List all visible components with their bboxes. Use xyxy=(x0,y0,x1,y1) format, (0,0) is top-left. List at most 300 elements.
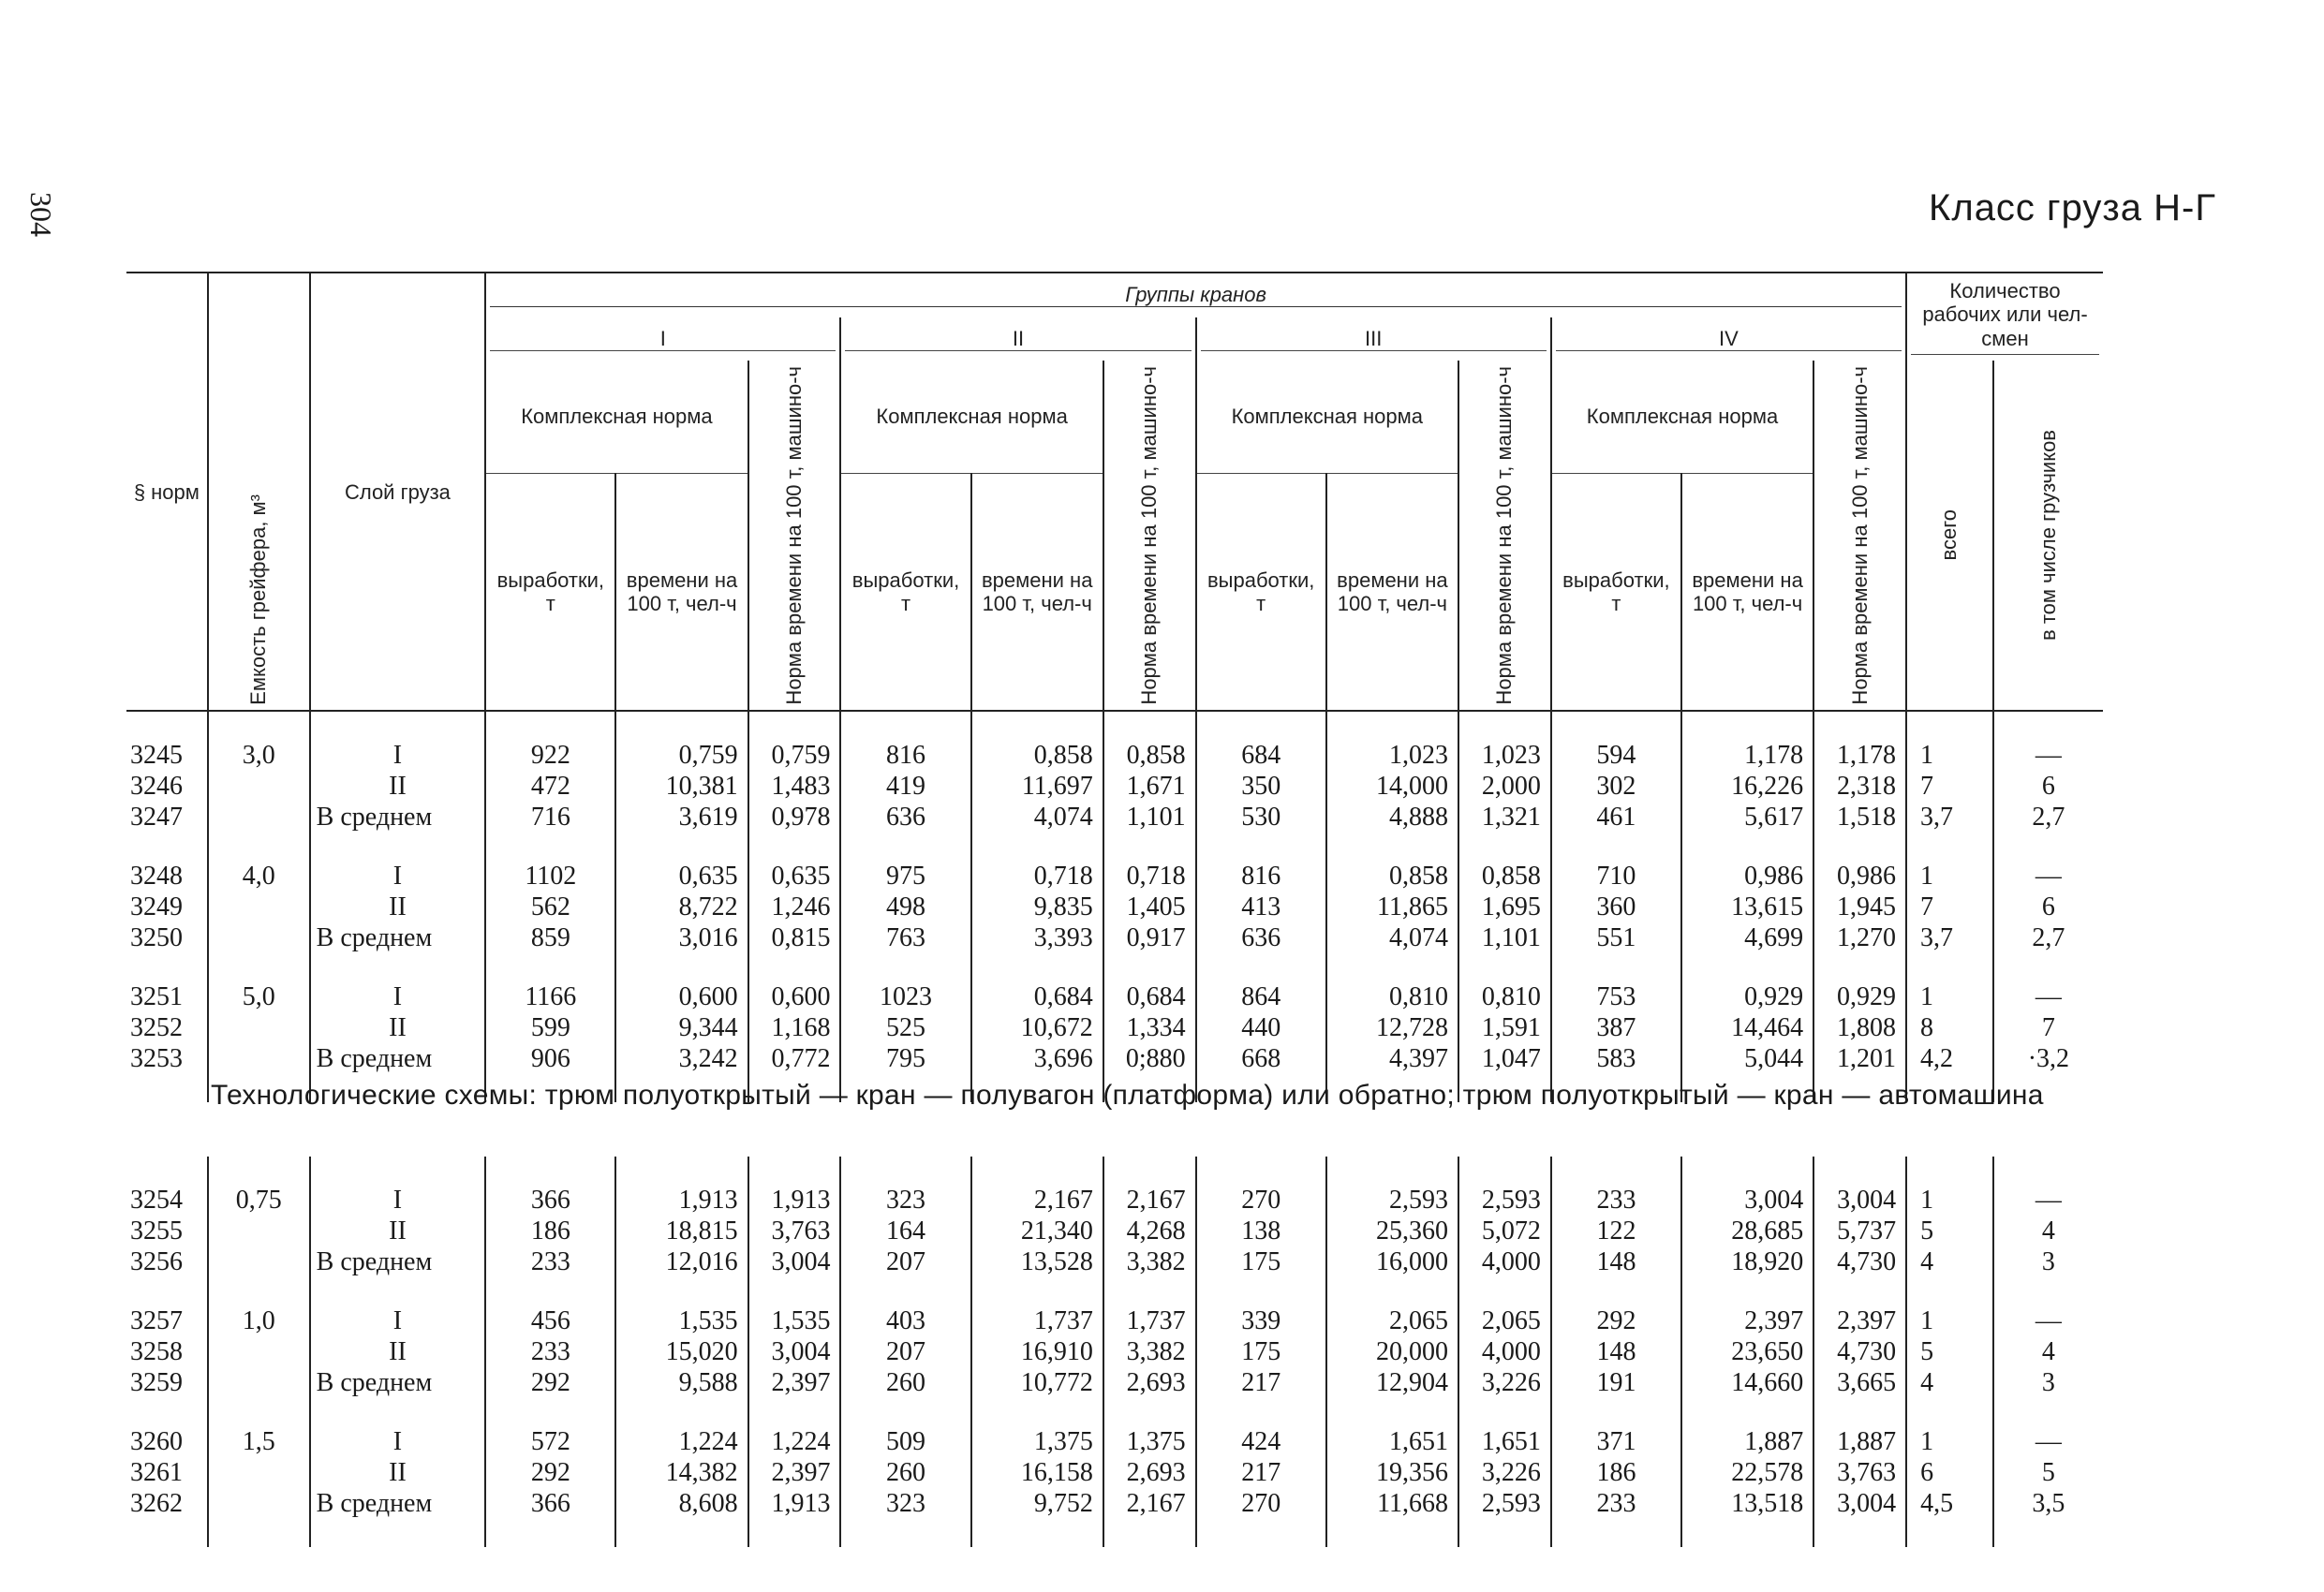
workers-total: 1 xyxy=(1906,981,1993,1012)
spacer-cell xyxy=(615,833,748,861)
value-cell: 1,518 xyxy=(1813,802,1906,833)
spacer-cell xyxy=(1458,1519,1551,1547)
spacer-cell xyxy=(1326,1519,1458,1547)
spacer-cell xyxy=(1681,953,1813,981)
value-cell: 562 xyxy=(485,892,615,922)
cargo-layer: I xyxy=(310,1305,486,1336)
spacer-cell xyxy=(208,833,310,861)
value-cell: 551 xyxy=(1551,922,1681,953)
value-cell: 1,178 xyxy=(1813,740,1906,771)
norm-number: 3260 xyxy=(130,1427,183,1456)
workers-total: 7 xyxy=(1906,771,1993,802)
value-cell: 1,334 xyxy=(1103,1012,1196,1043)
value-cell: 323 xyxy=(840,1488,970,1519)
spacer-cell xyxy=(485,1398,615,1426)
spacer-cell xyxy=(1551,711,1681,740)
value-cell: 3,226 xyxy=(1458,1367,1551,1398)
value-cell: 572 xyxy=(485,1426,615,1457)
value-cell: 0,635 xyxy=(615,861,748,892)
value-cell: 4,699 xyxy=(1681,922,1813,953)
spacer-cell xyxy=(1196,833,1326,861)
cargo-layer: II xyxy=(310,892,486,922)
workers-total: 4 xyxy=(1906,1367,1993,1398)
spacer-cell xyxy=(1906,1519,1993,1547)
spacer-cell xyxy=(1458,711,1551,740)
header-capacity: Емкость грейфера, м³ xyxy=(208,273,310,711)
value-cell: 864 xyxy=(1196,981,1326,1012)
spacer-cell xyxy=(1813,1277,1906,1305)
value-cell: 292 xyxy=(1551,1305,1681,1336)
cargo-layer: II xyxy=(310,1012,486,1043)
cargo-layer: I xyxy=(310,1426,486,1457)
value-cell: 16,226 xyxy=(1681,771,1813,802)
spacer-cell xyxy=(1906,953,1993,981)
spacer-cell xyxy=(1906,711,1993,740)
cargo-layer: В среднем xyxy=(310,1488,486,1519)
header-norm: § норм xyxy=(126,273,208,711)
page-number: 304 xyxy=(24,192,58,237)
spacer-cell xyxy=(840,953,970,981)
norm-number: 3257 xyxy=(130,1306,183,1335)
value-cell: 1,913 xyxy=(748,1488,841,1519)
spacer-cell xyxy=(310,711,486,740)
workers-loaders: 4 xyxy=(1993,1216,2103,1246)
value-cell: 816 xyxy=(1196,861,1326,892)
value-cell: 1,270 xyxy=(1813,922,1906,953)
spacer-cell xyxy=(971,833,1103,861)
header-machine-norm-3: Норма времени на 100 т, машино-ч xyxy=(1458,361,1551,712)
value-cell: 0,917 xyxy=(1103,922,1196,953)
value-cell: 3,665 xyxy=(1813,1367,1906,1398)
spacer-cell xyxy=(1993,1398,2103,1426)
value-cell: 191 xyxy=(1551,1367,1681,1398)
value-cell: 1102 xyxy=(485,861,615,892)
cargo-layer: II xyxy=(310,771,486,802)
workers-loaders: 3 xyxy=(1993,1246,2103,1277)
value-cell: 4,730 xyxy=(1813,1246,1906,1277)
spacer-cell xyxy=(1103,1157,1196,1185)
value-cell: 22,578 xyxy=(1681,1457,1813,1488)
table-row xyxy=(126,771,2103,802)
value-cell: 1,887 xyxy=(1813,1426,1906,1457)
value-cell: 1166 xyxy=(485,981,615,1012)
value-cell: 1,101 xyxy=(1458,922,1551,953)
spacer-cell xyxy=(840,833,970,861)
value-cell: 1,945 xyxy=(1813,892,1906,922)
header-workers-total: всего xyxy=(1906,361,1993,712)
value-cell: 3,763 xyxy=(748,1216,841,1246)
spacer-cell xyxy=(971,1519,1103,1547)
value-cell: 1,023 xyxy=(1326,740,1458,771)
value-cell: 11,697 xyxy=(971,771,1103,802)
workers-total: 5 xyxy=(1906,1216,1993,1246)
spacer-cell xyxy=(1681,1519,1813,1547)
value-cell: 1,047 xyxy=(1458,1043,1551,1074)
value-cell: 1,321 xyxy=(1458,802,1551,833)
value-cell: 0,759 xyxy=(748,740,841,771)
value-cell: 366 xyxy=(485,1488,615,1519)
value-cell: 175 xyxy=(1196,1336,1326,1367)
grab-capacity: 5,0 xyxy=(208,981,310,1012)
spacer-cell xyxy=(748,833,841,861)
workers-total: 1 xyxy=(1906,740,1993,771)
value-cell: 16,910 xyxy=(971,1336,1103,1367)
value-cell: 217 xyxy=(1196,1367,1326,1398)
value-cell: 3,382 xyxy=(1103,1336,1196,1367)
spacer-cell xyxy=(1993,833,2103,861)
value-cell: 2,167 xyxy=(1103,1488,1196,1519)
workers-loaders: 3,5 xyxy=(1993,1488,2103,1519)
spacer-cell xyxy=(840,1519,970,1547)
spacer-cell xyxy=(840,711,970,740)
table-row xyxy=(126,892,2103,922)
value-cell: 716 xyxy=(485,802,615,833)
table-row xyxy=(126,1426,2103,1457)
spacer-row xyxy=(126,1277,2103,1305)
header-complex-norm-2: Комплексная норма xyxy=(840,361,1103,473)
spacer-cell xyxy=(126,711,208,740)
value-cell: 906 xyxy=(485,1043,615,1074)
value-cell: 4,268 xyxy=(1103,1216,1196,1246)
value-cell: 2,593 xyxy=(1458,1488,1551,1519)
value-cell: 530 xyxy=(1196,802,1326,833)
workers-loaders: 7 xyxy=(1993,1012,2103,1043)
norm-number: 3259 xyxy=(130,1368,183,1397)
value-cell: 599 xyxy=(485,1012,615,1043)
spacer-cell xyxy=(1196,953,1326,981)
value-cell: 0,858 xyxy=(1458,861,1551,892)
value-cell: 1,535 xyxy=(748,1305,841,1336)
value-cell: 1023 xyxy=(840,981,970,1012)
spacer-cell xyxy=(208,1398,310,1426)
technological-schemes-note: Технологические схемы: трюм полуоткрытый — кран — полувагон (платформа) или обратно; трюм полуоткрытый — кран — автомашина xyxy=(211,1080,2044,1111)
spacer-cell xyxy=(208,1277,310,1305)
spacer-cell xyxy=(208,711,310,740)
value-cell: 175 xyxy=(1196,1246,1326,1277)
workers-total: 1 xyxy=(1906,1305,1993,1336)
spacer-cell xyxy=(1551,833,1681,861)
value-cell: 164 xyxy=(840,1216,970,1246)
value-cell: 5,617 xyxy=(1681,802,1813,833)
spacer-cell xyxy=(208,1519,310,1547)
value-cell: 270 xyxy=(1196,1185,1326,1216)
spacer-cell xyxy=(840,1277,970,1305)
spacer-cell xyxy=(208,1157,310,1185)
value-cell: 148 xyxy=(1551,1336,1681,1367)
spacer-cell xyxy=(748,1157,841,1185)
grab-capacity: 1,0 xyxy=(208,1305,310,1336)
grab-capacity xyxy=(208,1457,310,1488)
value-cell: 1,695 xyxy=(1458,892,1551,922)
value-cell: 461 xyxy=(1551,802,1681,833)
spacer-cell xyxy=(1906,1157,1993,1185)
value-cell: 1,887 xyxy=(1681,1426,1813,1457)
value-cell: 233 xyxy=(1551,1185,1681,1216)
value-cell: 509 xyxy=(840,1426,970,1457)
spacer-cell xyxy=(971,1157,1103,1185)
value-cell: 0,858 xyxy=(971,740,1103,771)
workers-loaders: — xyxy=(1993,861,2103,892)
workers-loaders: — xyxy=(1993,981,2103,1012)
spacer-cell xyxy=(485,1277,615,1305)
value-cell: 15,020 xyxy=(615,1336,748,1367)
value-cell: 3,763 xyxy=(1813,1457,1906,1488)
value-cell: 4,397 xyxy=(1326,1043,1458,1074)
value-cell: 9,835 xyxy=(971,892,1103,922)
header-machine-norm-1: Норма времени на 100 т, машино-ч xyxy=(748,361,841,712)
header-time-4: времени на 100 т, чел-ч xyxy=(1681,473,1813,711)
spacer-cell xyxy=(748,1277,841,1305)
header-complex-norm-3: Комплексная норма xyxy=(1196,361,1458,473)
value-cell: 207 xyxy=(840,1246,970,1277)
value-cell: 3,004 xyxy=(1813,1185,1906,1216)
value-cell: 292 xyxy=(485,1457,615,1488)
value-cell: 122 xyxy=(1551,1216,1681,1246)
value-cell: 207 xyxy=(840,1336,970,1367)
cargo-layer: I xyxy=(310,861,486,892)
spacer-cell xyxy=(310,1277,486,1305)
workers-loaders: 6 xyxy=(1993,771,2103,802)
value-cell: 2,593 xyxy=(1458,1185,1551,1216)
value-cell: 9,588 xyxy=(615,1367,748,1398)
workers-total: 1 xyxy=(1906,1185,1993,1216)
value-cell: 360 xyxy=(1551,892,1681,922)
value-cell: 0,929 xyxy=(1681,981,1813,1012)
spacer-cell xyxy=(615,1398,748,1426)
spacer-cell xyxy=(1813,1519,1906,1547)
table-row xyxy=(126,861,2103,892)
spacer-cell xyxy=(1993,1519,2103,1547)
value-cell: 302 xyxy=(1551,771,1681,802)
cargo-layer: I xyxy=(310,740,486,771)
value-cell: 1,671 xyxy=(1103,771,1196,802)
value-cell: 9,752 xyxy=(971,1488,1103,1519)
table-row xyxy=(126,1488,2103,1519)
value-cell: 763 xyxy=(840,922,970,953)
norm-number: 3247 xyxy=(130,803,183,833)
cargo-layer: II xyxy=(310,1336,486,1367)
value-cell: 684 xyxy=(1196,740,1326,771)
spacer-row xyxy=(126,711,2103,740)
value-cell: 1,737 xyxy=(971,1305,1103,1336)
header-workers: Количество рабочих или чел-смен xyxy=(1906,273,2103,361)
spacer-cell xyxy=(208,953,310,981)
value-cell: 2,065 xyxy=(1458,1305,1551,1336)
value-cell: 0,810 xyxy=(1326,981,1458,1012)
cargo-layer: В среднем xyxy=(310,1367,486,1398)
grab-capacity xyxy=(208,1216,310,1246)
spacer-cell xyxy=(1196,1519,1326,1547)
value-cell: 2,167 xyxy=(971,1185,1103,1216)
value-cell: 594 xyxy=(1551,740,1681,771)
table-row xyxy=(126,1305,2103,1336)
table-row xyxy=(126,1012,2103,1043)
norm-number: 3255 xyxy=(130,1216,183,1246)
spacer-cell xyxy=(126,1277,208,1305)
value-cell: 1,405 xyxy=(1103,892,1196,922)
table-row xyxy=(126,802,2103,833)
value-cell: 1,023 xyxy=(1458,740,1551,771)
workers-loaders: ·3,2 xyxy=(1993,1043,2103,1074)
grab-capacity: 3,0 xyxy=(208,740,310,771)
spacer-cell xyxy=(1103,833,1196,861)
table-row xyxy=(126,1185,2103,1216)
workers-loaders: 5 xyxy=(1993,1457,2103,1488)
page-title: Класс груза Н-Г xyxy=(1929,187,2216,228)
value-cell: 233 xyxy=(1551,1488,1681,1519)
value-cell: 472 xyxy=(485,771,615,802)
spacer-cell xyxy=(1326,1398,1458,1426)
spacer-cell xyxy=(1551,953,1681,981)
spacer-cell xyxy=(1681,711,1813,740)
spacer-cell xyxy=(310,1519,486,1547)
value-cell: 0,635 xyxy=(748,861,841,892)
value-cell: 8,722 xyxy=(615,892,748,922)
value-cell: 3,696 xyxy=(971,1043,1103,1074)
grab-capacity: 1,5 xyxy=(208,1426,310,1457)
spacer-cell xyxy=(1326,1157,1458,1185)
spacer-cell xyxy=(1103,1277,1196,1305)
grab-capacity xyxy=(208,1012,310,1043)
cargo-layer: В среднем xyxy=(310,1043,486,1074)
spacer-cell xyxy=(1551,1398,1681,1426)
spacer-cell xyxy=(840,1398,970,1426)
spacer-cell xyxy=(1103,953,1196,981)
norm-number: 3256 xyxy=(130,1247,183,1276)
grab-capacity xyxy=(208,1043,310,1074)
value-cell: 3,619 xyxy=(615,802,748,833)
table-row xyxy=(126,1043,2103,1074)
value-cell: 366 xyxy=(485,1185,615,1216)
value-cell: 186 xyxy=(485,1216,615,1246)
spacer-cell xyxy=(310,1398,486,1426)
header-workers-loaders: в том числе грузчиков xyxy=(1993,361,2103,712)
value-cell: 0,718 xyxy=(1103,861,1196,892)
norm-number: 3248 xyxy=(130,862,183,892)
spacer-cell xyxy=(748,1398,841,1426)
value-cell: 2,065 xyxy=(1326,1305,1458,1336)
norm-number: 3251 xyxy=(130,982,183,1012)
spacer-cell xyxy=(1458,1277,1551,1305)
value-cell: 1,913 xyxy=(615,1185,748,1216)
spacer-cell xyxy=(748,711,841,740)
workers-loaders: 2,7 xyxy=(1993,922,2103,953)
value-cell: 0,986 xyxy=(1813,861,1906,892)
norm-number: 3254 xyxy=(130,1186,183,1215)
value-cell: 0,684 xyxy=(1103,981,1196,1012)
value-cell: 424 xyxy=(1196,1426,1326,1457)
value-cell: 0,986 xyxy=(1681,861,1813,892)
spacer-cell xyxy=(1103,1519,1196,1547)
value-cell: 3,242 xyxy=(615,1043,748,1074)
spacer-cell xyxy=(1196,1277,1326,1305)
value-cell: 753 xyxy=(1551,981,1681,1012)
value-cell: 14,660 xyxy=(1681,1367,1813,1398)
spacer-cell xyxy=(1813,711,1906,740)
spacer-cell xyxy=(126,1074,208,1102)
value-cell: 4,888 xyxy=(1326,802,1458,833)
value-cell: 10,381 xyxy=(615,771,748,802)
value-cell: 583 xyxy=(1551,1043,1681,1074)
value-cell: 12,728 xyxy=(1326,1012,1458,1043)
value-cell: 292 xyxy=(485,1367,615,1398)
header-machine-norm-2: Норма времени на 100 т, машино-ч xyxy=(1103,361,1196,712)
value-cell: 21,340 xyxy=(971,1216,1103,1246)
value-cell: 0,684 xyxy=(971,981,1103,1012)
spacer-cell xyxy=(1326,1277,1458,1305)
grab-capacity xyxy=(208,892,310,922)
header-complex-norm-1: Комплексная норма xyxy=(485,361,748,473)
spacer-cell xyxy=(1196,1157,1326,1185)
value-cell: 1,591 xyxy=(1458,1012,1551,1043)
spacer-cell xyxy=(126,1157,208,1185)
workers-loaders: 3 xyxy=(1993,1367,2103,1398)
cargo-layer: II xyxy=(310,1216,486,1246)
spacer-cell xyxy=(1103,711,1196,740)
value-cell: 4,074 xyxy=(971,802,1103,833)
grab-capacity xyxy=(208,802,310,833)
table-row xyxy=(126,1367,2103,1398)
header-time-1: времени на 100 т, чел-ч xyxy=(615,473,748,711)
value-cell: 4,074 xyxy=(1326,922,1458,953)
spacer-cell xyxy=(615,953,748,981)
norm-number: 3252 xyxy=(130,1013,183,1043)
norm-number: 3246 xyxy=(130,772,183,802)
value-cell: 1,737 xyxy=(1103,1305,1196,1336)
cargo-layer: В среднем xyxy=(310,802,486,833)
value-cell: 14,464 xyxy=(1681,1012,1813,1043)
spacer-cell xyxy=(1458,953,1551,981)
value-cell: 20,000 xyxy=(1326,1336,1458,1367)
spacer-cell xyxy=(1196,711,1326,740)
spacer-row xyxy=(126,953,2103,981)
value-cell: 14,382 xyxy=(615,1457,748,1488)
workers-total: 3,7 xyxy=(1906,802,1993,833)
spacer-cell xyxy=(971,953,1103,981)
workers-loaders: — xyxy=(1993,740,2103,771)
value-cell: 260 xyxy=(840,1367,970,1398)
value-cell: 1,224 xyxy=(615,1426,748,1457)
spacer-cell xyxy=(1993,711,2103,740)
value-cell: 387 xyxy=(1551,1012,1681,1043)
workers-total: 7 xyxy=(1906,892,1993,922)
value-cell: 816 xyxy=(840,740,970,771)
value-cell: 10,672 xyxy=(971,1012,1103,1043)
value-cell: 2,397 xyxy=(1681,1305,1813,1336)
spacer-cell xyxy=(1196,1398,1326,1426)
value-cell: 2,318 xyxy=(1813,771,1906,802)
spacer-cell xyxy=(1813,833,1906,861)
value-cell: 339 xyxy=(1196,1305,1326,1336)
spacer-cell xyxy=(1551,1519,1681,1547)
table-body-bottom xyxy=(126,1157,2103,1547)
workers-total: 1 xyxy=(1906,1426,1993,1457)
header-output-4: выработки, т xyxy=(1551,473,1681,711)
header-group-1: I xyxy=(485,317,840,361)
grab-capacity xyxy=(208,1336,310,1367)
spacer-cell xyxy=(1906,1277,1993,1305)
value-cell: 13,528 xyxy=(971,1246,1103,1277)
norm-number: 3253 xyxy=(130,1044,183,1074)
spacer-cell xyxy=(1551,1277,1681,1305)
value-cell: 16,158 xyxy=(971,1457,1103,1488)
workers-loaders: 4 xyxy=(1993,1336,2103,1367)
value-cell: 217 xyxy=(1196,1457,1326,1488)
value-cell: 403 xyxy=(840,1305,970,1336)
value-cell: 3,004 xyxy=(748,1336,841,1367)
workers-loaders: — xyxy=(1993,1426,2103,1457)
workers-total: 4,2 xyxy=(1906,1043,1993,1074)
